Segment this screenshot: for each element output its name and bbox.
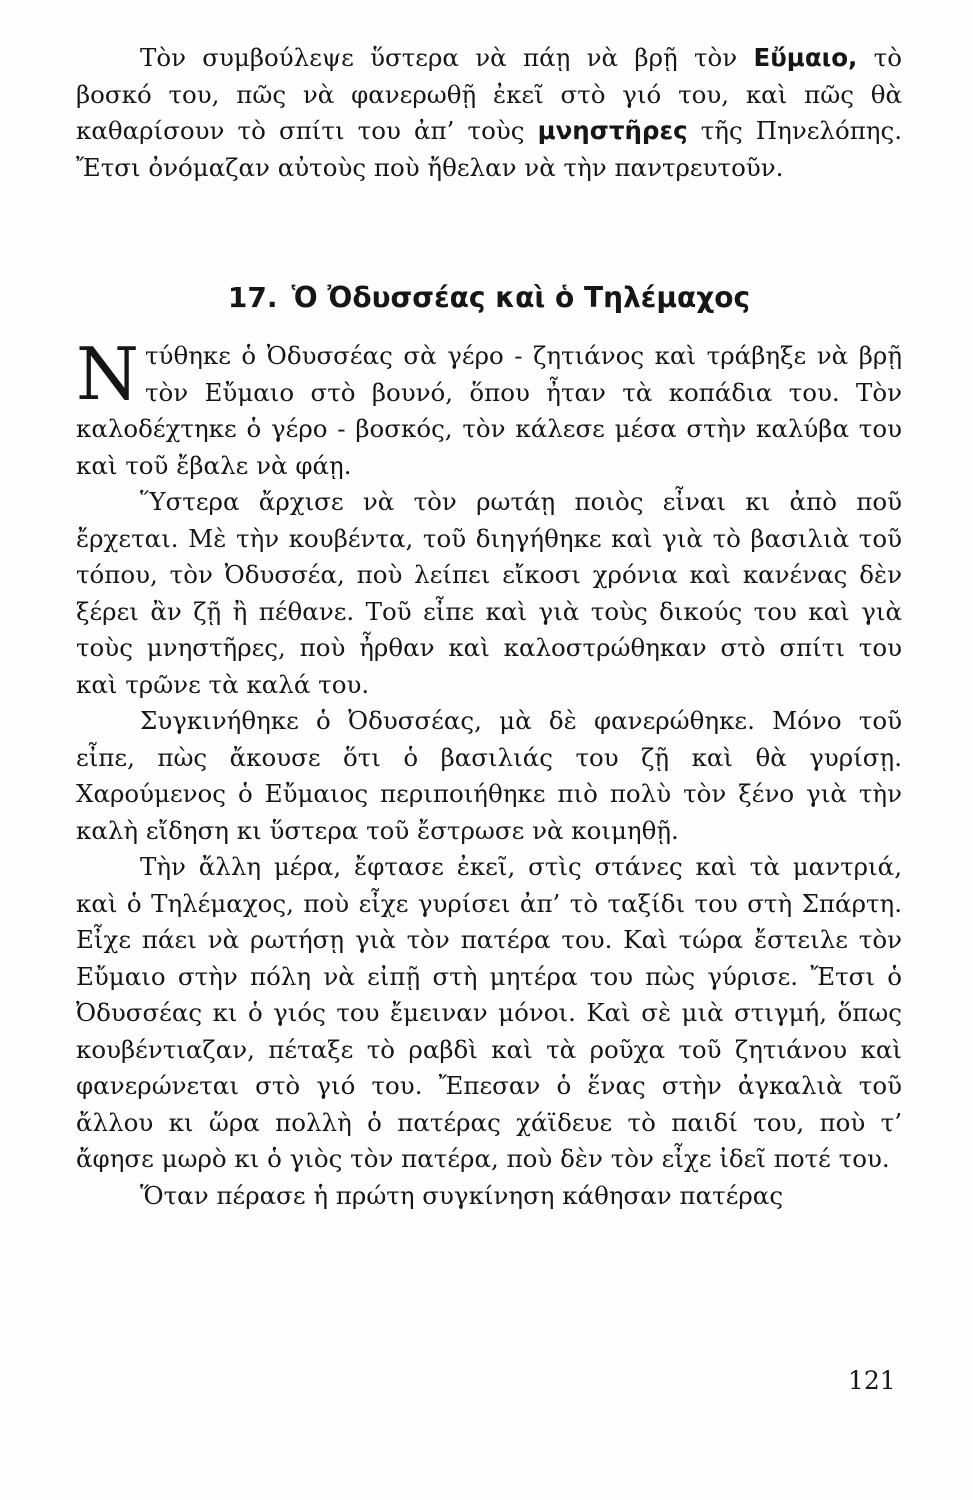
- paragraph: Ὕστερα ἄρχισε νὰ τὸν ρωτάῃ ποιὸς εἶναι κι ἀπὸ ποῦ ἔρχεται. Μὲ τὴν κουβέντα, τοῦ διηγήθηκε καὶ γιὰ τὸ βασιλιὰ τοῦ τόπου, τὸν Ὀδυσσέα, ποὺ λείπει εἴκοσι χρόνια καὶ κανένας δὲν ξέρει ἂν ζῇ ἢ πέθανε. Τοῦ εἶπε καὶ γιὰ τοὺς δικούς του καὶ γιὰ τοὺς μνηστῆρες, ποὺ ἦρθαν καὶ καλοστρώθηκαν στὸ σπίτι του καὶ τρῶνε τὰ καλά του.: [76, 487, 902, 699]
- chapter-body: [76, 332, 902, 1214]
- chapter-heading: [76, 278, 902, 318]
- drop-cap: Ν: [76, 332, 139, 416]
- paragraph: Τὴν ἄλλη μέρα, ἔφτασε ἐκεῖ, στὶς στάνες καὶ τὰ μαντριά, καὶ ὁ Τηλέμαχος, ποὺ εἶχε γυρίσει ἀπ’ τὸ ταξίδι του στὴ Σπάρτη. Εἶχε πάει νὰ ρωτήσῃ γιὰ τὸν πατέρα του. Καὶ τώρα ἔστειλε τὸν Εὔμαιο στὴν πόλη νὰ εἰπῇ στὴ μητέρα του πὼς γύρισε. Ἔτσι ὁ Ὀδυσσέας κι ὁ γιός του ἔμειναν μόνοι. Καὶ σὲ μιὰ στιγμή, ὅπως κουβέντιαζαν, πέταξε τὸ ραβδὶ καὶ τὰ ροῦχα τοῦ ζητιάνου καὶ φανερώνεται στὸ γιό του. Ἔπεσαν ὁ ἕνας στὴν ἀγκαλιὰ τοῦ ἄλλου κι ὥρα πολλὴ ὁ πατέρας χάϊδευε τὸ παιδί του, ποὺ τ’ ἄφησε μωρὸ κι ὁ γιὸς τὸν πατέρα, ποὺ δὲν τὸν εἶχε ἰδεῖ ποτέ του.: [76, 852, 902, 1173]
- continued-paragraph: [76, 40, 902, 186]
- paragraph-text: τὸ βοσκό του, πῶς νὰ φανερωθῇ ἐκεῖ στὸ γιό του, καὶ πῶς θὰ καθαρίσουν τὸ σπίτι του ἀπ’ τοὺς: [76, 43, 902, 145]
- page-number: 121: [848, 1366, 896, 1395]
- opening-paragraph: [76, 332, 902, 484]
- chapter-title: Ὁ Ὀδυσσέας καὶ ὁ Τηλέμαχος: [291, 281, 751, 314]
- paragraph: Ὅταν πέρασε ἡ πρώτη συγκίνηση κάθησαν πατέρας: [140, 1180, 784, 1210]
- paragraph-text: Τὸν συμβούλεψε ὕστερα νὰ πάῃ νὰ βρῇ τὸν: [140, 43, 754, 72]
- bold-term-suitors: μνηστῆρες: [537, 116, 688, 145]
- paragraph-text: τύθηκε ὁ Ὀδυσσέας σὰ γέρο - ζητιάνος καὶ τράβηξε νὰ βρῇ τὸν Εὔμαιο στὸ βουνό, ὅπου ἦταν τὰ κοπάδια του. Τὸν καλοδέχτηκε ὁ γέρο - βοσκός, τὸν κάλεσε μέσα στὴν καλύβα του καὶ τοῦ ἔβαλε νὰ φάῃ.: [76, 341, 902, 480]
- paragraph-text: τῆς Πηνελόπης. Ἔτσι ὀνόμαζαν αὐτοὺς ποὺ ἤθελαν νὰ τὴν παντρευτοῦν.: [76, 116, 902, 182]
- chapter-number: 17.: [227, 281, 278, 314]
- bold-term-eumaeus: Εὔμαιο,: [753, 43, 858, 72]
- paragraph: Συγκινήθηκε ὁ Ὀδυσσέας, μὰ δὲ φανερώθηκε. Μόνο τοῦ εἶπε, πὼς ἄκουσε ὅτι ὁ βασιλιάς του ζῇ καὶ θὰ γυρίσῃ. Χαρούμενος ὁ Εὔμαιος περιποιήθηκε πιὸ πολὺ τὸν ξένο γιὰ τὴν καλὴ εἴδηση κι ὕστερα τοῦ ἔστρωσε νὰ κοιμηθῇ.: [76, 706, 902, 845]
- continued-paragraph-block: [76, 40, 902, 186]
